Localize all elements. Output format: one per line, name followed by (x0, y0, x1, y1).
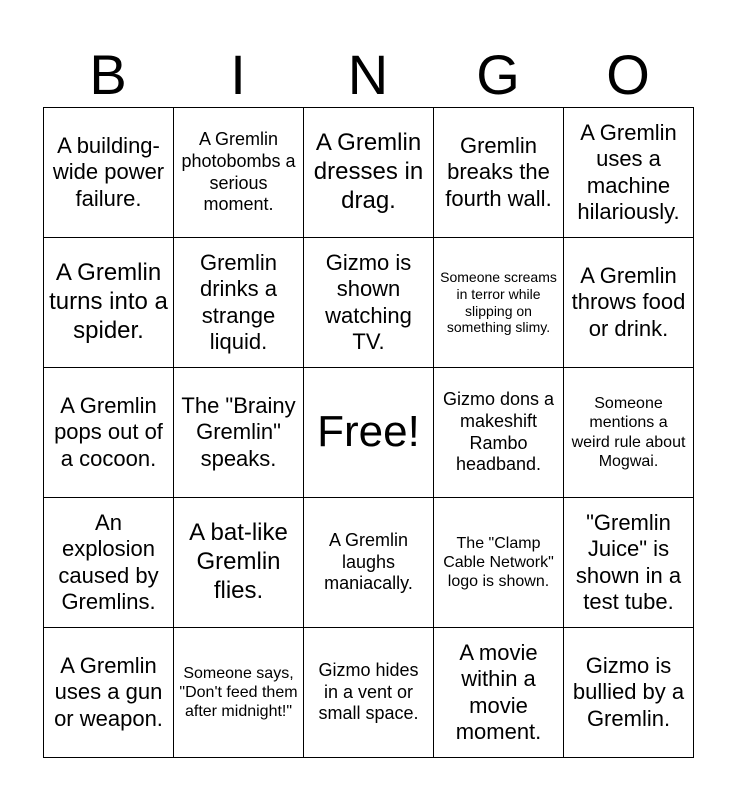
bingo-cell[interactable]: Someone screams in terror while slipping on something slimy. (434, 238, 564, 368)
bingo-cell[interactable]: Gizmo dons a makeshift Rambo headband. (434, 368, 564, 498)
bingo-cell[interactable]: A Gremlin uses a gun or weapon. (44, 628, 174, 758)
bingo-cell[interactable]: A bat-like Gremlin flies. (174, 498, 304, 628)
bingo-header (43, 44, 693, 106)
header-letter-g: G (476, 43, 520, 106)
bingo-row (44, 108, 694, 238)
bingo-cell[interactable]: A movie within a movie moment. (434, 628, 564, 758)
bingo-cell[interactable]: A Gremlin turns into a spider. (44, 238, 174, 368)
bingo-cell[interactable]: The "Brainy Gremlin" speaks. (174, 368, 304, 498)
bingo-cell[interactable]: A Gremlin uses a machine hilariously. (564, 108, 694, 238)
bingo-row (44, 368, 694, 498)
header-letter-b: B (89, 43, 127, 106)
header-letter-o: O (606, 43, 650, 106)
bingo-cell[interactable]: A Gremlin pops out of a cocoon. (44, 368, 174, 498)
bingo-cell[interactable]: The "Clamp Cable Network" logo is shown. (434, 498, 564, 628)
bingo-cell[interactable]: Gizmo is shown watching TV. (304, 238, 434, 368)
header-letter-n: N (347, 43, 389, 106)
bingo-cell[interactable]: Gremlin breaks the fourth wall. (434, 108, 564, 238)
bingo-cell[interactable]: Someone mentions a weird rule about Mogwai. (564, 368, 694, 498)
bingo-cell[interactable]: A building-wide power failure. (44, 108, 174, 238)
bingo-cell[interactable]: "Gremlin Juice" is shown in a test tube. (564, 498, 694, 628)
bingo-row (44, 498, 694, 628)
header-letter-i: I (230, 43, 246, 106)
bingo-row (44, 238, 694, 368)
bingo-cell[interactable]: Gizmo hides in a vent or small space. (304, 628, 434, 758)
bingo-card (43, 107, 694, 758)
bingo-cell[interactable]: A Gremlin laughs maniacally. (304, 498, 434, 628)
bingo-cell[interactable]: A Gremlin photobombs a serious moment. (174, 108, 304, 238)
bingo-row (44, 628, 694, 758)
bingo-cell[interactable]: A Gremlin dresses in drag. (304, 108, 434, 238)
bingo-cell[interactable]: A Gremlin throws food or drink. (564, 238, 694, 368)
bingo-cell[interactable]: Gremlin drinks a strange liquid. (174, 238, 304, 368)
bingo-cell[interactable]: An explosion caused by Gremlins. (44, 498, 174, 628)
bingo-cell[interactable]: Gizmo is bullied by a Gremlin. (564, 628, 694, 758)
bingo-cell[interactable]: Someone says, "Don't feed them after midnight!" (174, 628, 304, 758)
free-space[interactable]: Free! (304, 368, 434, 498)
